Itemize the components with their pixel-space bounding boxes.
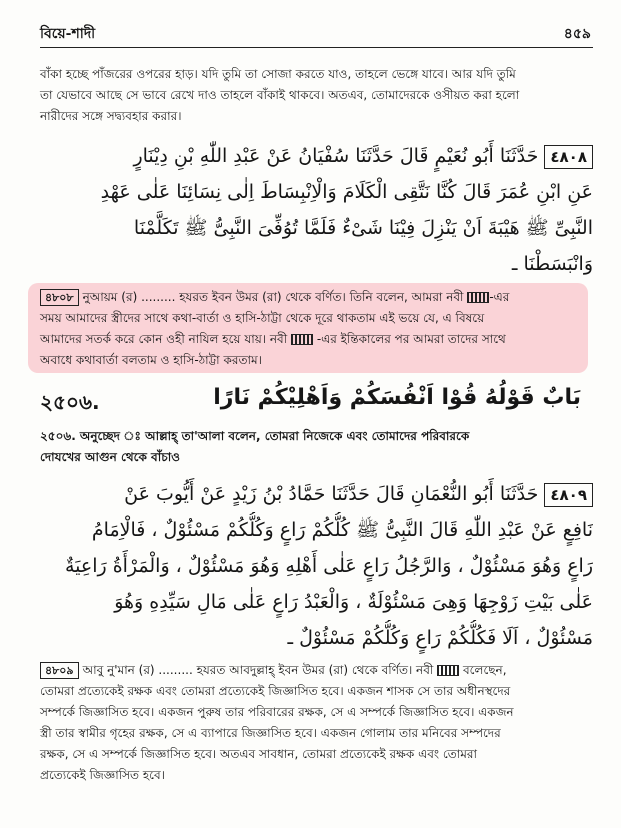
hadith-4808-bengali bbox=[40, 287, 591, 371]
text-line: সম্পর্কে জিজ্ঞাসিত হবে। একজন পুরুষ তার পরিবারের রক্ষক, সে এ সম্পর্কে জিজ্ঞাসিত হবে। একজন bbox=[40, 705, 514, 719]
text-line: তা যেভাবে আছে সে ভাবে রেখে দাও তাহলে বাঁকাই থাকবে। অতএব, তোমাদেরকে ওসীয়ত করা হলো bbox=[40, 88, 520, 102]
arabic-line: وَانْبَسَطْنَا ـ bbox=[511, 253, 593, 275]
text-line: ৪৮০৮ নুআয়ম (র) ......... হযরত ইবন উমর (রা) থেকে বর্ণিত। তিনি বলেন, আমরা নবী -এর bbox=[40, 287, 591, 308]
running-title: বিয়ে-শাদী bbox=[40, 26, 96, 42]
chapter-number: ২৫০৬. bbox=[40, 390, 100, 414]
text-line: তোমরা প্রত্যেকেই রক্ষক এবং তোমরা প্রত্যেকেই জিজ্ঞাসিত হবে। একজন শাসক সে তার অধীনস্থদের bbox=[40, 684, 511, 698]
text-line: আমাদের সতর্ক করে কোন ওহী নাযিল হয়ে যায়। নবী -এর ইন্তিকালের পর আমরা তাদের সাথে bbox=[40, 332, 506, 346]
text-line: স্ত্রী তার স্বামীর গৃহের রক্ষক, সে এ ব্যাপারে জিজ্ঞাসিত হবে। একজন গোলাম তার মনিবের সম্পদের bbox=[40, 726, 501, 740]
text-line: ২৫০৬. অনুচ্ছেদ ঃ আল্লাহ্ তা'আলা বলেন, তোমরা নিজেকে এবং তোমাদের পরিবারকে bbox=[40, 429, 470, 443]
hadith-number-box: ৪৮০৯ bbox=[40, 662, 79, 679]
page-header bbox=[40, 22, 591, 42]
salutation-glyph bbox=[467, 292, 489, 303]
hadith-number-box: ٤٨٠٨ bbox=[544, 145, 593, 169]
text-line: রক্ষক, সে এ সম্পর্কে জিজ্ঞাসিত হবে। অতএব সাবধান, তোমরা প্রত্যেকেই রক্ষক এবং তোমরা bbox=[40, 747, 477, 761]
arabic-line: نَافِعٍ عَنْ عَبْدِ اللّٰهِ قَالَ النَّبِىُّ ﷺ كُلُّكُمْ رَاعٍ وَكُلُّكُمْ مَسْئُوْلٌ ، فَالْاِمَامُ bbox=[91, 519, 593, 541]
header-rule bbox=[40, 47, 593, 48]
hadith-4809-bengali bbox=[40, 660, 591, 786]
chapter-bengali-title bbox=[40, 426, 591, 468]
hadith-4809-arabic bbox=[40, 476, 593, 656]
arabic-line: عَنِ ابْنِ عُمَرَ قَالَ كُنَّا نَتَّقِى الْكَلَامَ وَالْاِنْبِسَاطَ اِلٰى نِسَائِنَا عَلٰى عَهْدِ bbox=[100, 181, 593, 203]
salutation-glyph bbox=[291, 334, 313, 345]
chapter-arabic-title: بَابٌ قَوْلُهُ قُوْا اَنْفُسَكُمْ وَاَهْلِيْكُمْ نَارًا bbox=[213, 385, 581, 410]
text-line: দোযখের আগুন থেকে বাঁচাও bbox=[40, 450, 181, 464]
arabic-line: مَسْئُوْلٌ ، اَلَا فَكُلُّكُمْ رَاعٍ وَكُلُّكُمْ مَسْئُوْلٌ ـ bbox=[287, 627, 593, 649]
arabic-line: رَاعٍ وَهُوَ مَسْئُوْلٌ ، وَالرَّجُلُ رَاعٍ عَلٰى أَهْلِهِ وَهُوَ مَسْئُوْلٌ ، وَالْمَرْأَةُ رَاعِيَةٌ bbox=[64, 555, 593, 577]
text-line: প্রত্যেকেই জিজ্ঞাসিত হবে। bbox=[40, 768, 165, 782]
arabic-line: ٤٨٠٩حَدَّثَنَا أَبُو النُّعْمَانِ قَالَ حَدَّثَنَا حَمَّادُ بْنُ زَيْدٍ عَنْ أَيُّوبَ عَنْ bbox=[40, 476, 593, 512]
salutation-glyph bbox=[437, 665, 459, 676]
hadith-number-box: ٤٨٠٩ bbox=[544, 483, 593, 507]
text-line: নারীদের সঙ্গে সদ্ব্যবহার করার। bbox=[40, 109, 182, 123]
page-number: ৪৫৯ bbox=[563, 26, 591, 42]
text-line: অবাধে কথাবার্তা বলতাম ও হাসি-ঠাট্টা করতাম। bbox=[40, 353, 262, 367]
arabic-line: النَّبِىِّ ﷺ هَيْبَةَ اَنْ يَنْزِلَ فِيْنَا شَىْءٌ فَلَمَّا تُوُفِّىَ النَّبِىُّ ﷺ تَكَلَّمْنَا bbox=[133, 217, 593, 239]
arabic-line: عَلٰى بَيْتِ زَوْجِهَا وَهِىَ مَسْئُوْلَةٌ ، وَالْعَبْدُ رَاعٍ عَلٰى مَالِ سَيِّدِهِ وَهُوَ bbox=[114, 591, 593, 613]
text-line: বাঁকা হচ্ছে পাঁজরের ওপরের হাড়। যদি তুমি তা সোজা করতে যাও, তাহলে ভেঙ্গে যাবে। আর যদি তুমি bbox=[40, 67, 516, 81]
arabic-line: ٤٨٠٨حَدَّثَنَا أَبُو نُعَيْمٍ قَالَ حَدَّثَنَا سُفْيَانُ عَنْ عَبْدِ اللّٰهِ بْنِ دِيْنَارٍ bbox=[40, 138, 593, 174]
intro-paragraph bbox=[40, 64, 591, 127]
hadith-number-box: ৪৮০৮ bbox=[40, 289, 79, 306]
text-line: ৪৮০৯ আবু নু'মান (র) ......... হযরত আবদুল্লাহ্ ইবন উমর (রা) থেকে বর্ণিত। নবী বলেছেন, bbox=[40, 660, 591, 681]
text-line: সময় আমাদের স্ত্রীদের সাথে কথা-বার্তা ও হাসি-ঠাট্টা থেকে দূরে থাকতাম এই ভয়ে যে, এ বিষয়ে bbox=[40, 311, 485, 325]
hadith-4808-arabic bbox=[40, 138, 593, 282]
